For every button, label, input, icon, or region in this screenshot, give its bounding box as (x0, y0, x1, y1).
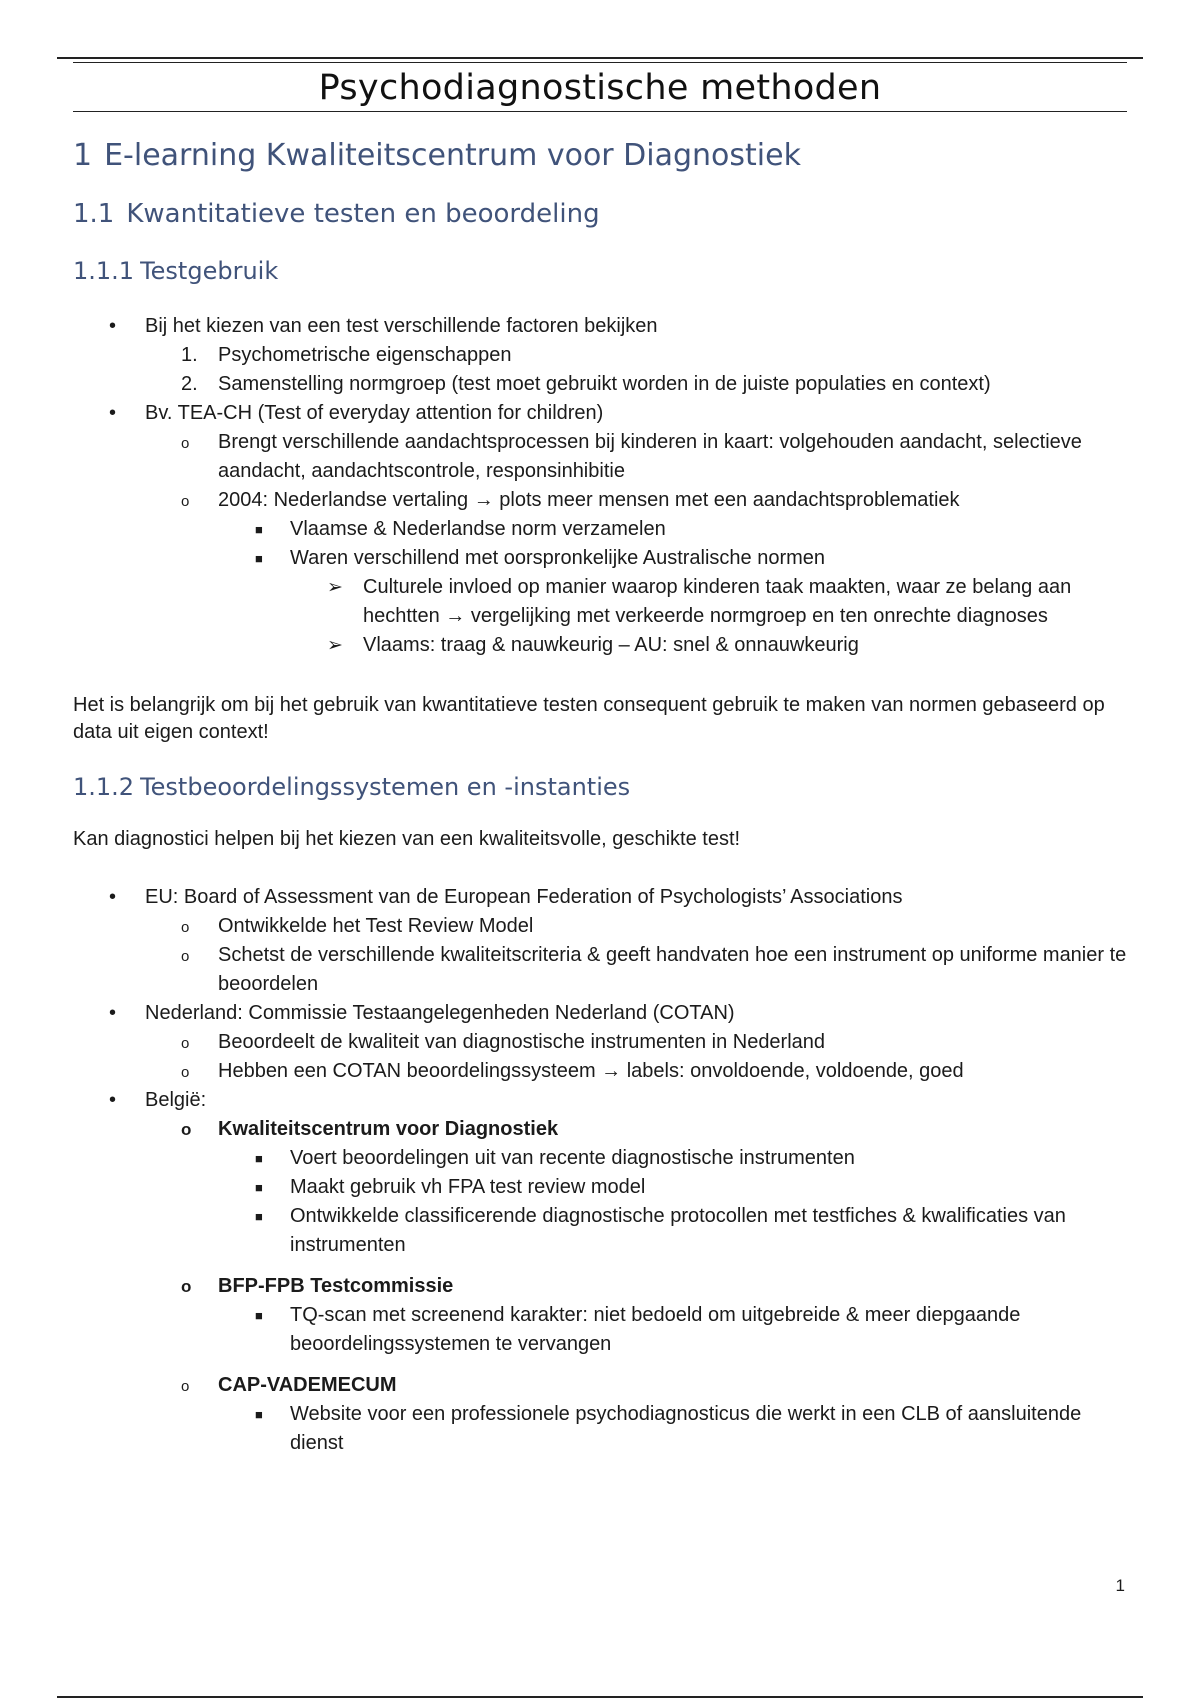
list-item-text: EU: Board of Assessment van de European Federation of Psychologists’ Associations (145, 886, 903, 908)
square-bullet-icon: ■ (255, 1180, 263, 1195)
list-item (73, 1202, 1127, 1260)
list-item (73, 999, 1127, 1028)
list-item-text: Voert beoordelingen uit van recente diagnostische instrumenten (290, 1147, 855, 1169)
list-item-text: Psychometrische eigenschappen (218, 344, 512, 366)
heading-1-1-2-number: 1.1.2 (73, 773, 135, 801)
circle-bullet-icon: o (181, 1378, 190, 1395)
circle-bullet-icon: o (181, 1064, 190, 1081)
list-item-text: Hebben een COTAN beoordelingssysteem → labels: onvoldoende, voldoende, goed (218, 1060, 964, 1082)
bfp-list (73, 1272, 1127, 1359)
heading-1-1-2-text: Testbeoordelingssystemen en -instanties (140, 773, 631, 801)
list-item-text: Culturele invloed op manier waarop kinderen taak maakten, waar ze belang aan hechtten → vergelijking met verkeerde normgroep en ten onrechte diagnoses (363, 576, 1072, 627)
list-item (73, 1144, 1127, 1173)
conclusion-paragraph: Het is belangrijk om bij het gebruik van kwantitatieve testen consequent gebruik te maken van normen gebaseerd op data uit eigen context! (73, 694, 1105, 743)
list-item-text: BFP-FPB Testcommissie (218, 1275, 454, 1297)
list-item-text: 2004: Nederlandse vertaling → plots meer mensen met een aandachtsproblematiek (218, 489, 960, 511)
heading-1-1-number: 1.1 (73, 199, 115, 229)
list-item (73, 515, 1127, 544)
list-item (73, 1272, 1127, 1301)
intro-paragraph: Kan diagnostici helpen bij het kiezen van een kwaliteitsvolle, geschikte test! (73, 828, 741, 850)
square-bullet-icon: ■ (255, 1209, 263, 1224)
list-item (73, 1086, 1127, 1115)
list-item (73, 1057, 1127, 1086)
list-item (73, 912, 1127, 941)
list-item-text: Schetst de verschillende kwaliteitscriteria & geeft handvaten hoe een instrument op uniforme manier te beoordelen (218, 944, 1127, 995)
circle-bullet-icon: o (181, 919, 190, 936)
list-item-text: Samenstelling normgroep (test moet gebruikt worden in de juiste populaties en context) (218, 373, 991, 395)
list-item-text: Waren verschillend met oorspronkelijke Australische normen (290, 547, 826, 569)
list-item-text: Kwaliteitscentrum voor Diagnostiek (218, 1118, 559, 1140)
circle-bullet-icon: o (181, 1277, 192, 1296)
list-item (73, 1173, 1127, 1202)
heading-1-text: E-learning Kwaliteitscentrum voor Diagnostiek (104, 138, 801, 173)
list-item-text: Ontwikkelde classificerende diagnostische protocollen met testfiches & kwalificaties van instrumenten (290, 1205, 1066, 1256)
square-bullet-icon: ■ (255, 1308, 263, 1323)
beoordeling-list (73, 883, 1127, 1260)
list-item (73, 399, 1127, 428)
list-item (73, 883, 1127, 912)
heading-1-number: 1 (73, 138, 93, 173)
list-item-text: Website voor een professionele psychodiagnosticus die werkt in een CLB of aansluitende dienst (290, 1403, 1082, 1454)
list-item (73, 941, 1127, 999)
circle-bullet-icon: o (181, 493, 190, 510)
heading-1-1-1-number: 1.1.1 (73, 257, 135, 285)
list-item-text: Brengt verschillende aandachtsprocessen bij kinderen in kaart: volgehouden aandacht, selectieve aandacht, aandachtscontrole, responsinhibitie (218, 431, 1082, 482)
list-item (73, 1371, 1127, 1400)
list-item-text: Bv. TEA-CH (Test of everyday attention for children) (145, 402, 604, 424)
list-item-text: TQ-scan met screenend karakter: niet bedoeld om uitgebreide & meer diepgaande beoordelingssystemen te vervangen (290, 1304, 1021, 1355)
square-bullet-icon: ■ (255, 1151, 263, 1166)
bullet-icon (109, 312, 116, 341)
heading-1-1-1 (73, 256, 1127, 286)
circle-bullet-icon: o (181, 1120, 192, 1139)
list-item-text: Vlaams: traag & nauwkeurig – AU: snel & onnauwkeurig (363, 634, 859, 656)
list-item-text: Bij het kiezen van een test verschillende factoren bekijken (145, 315, 658, 337)
list-item (73, 1400, 1127, 1458)
arrowhead-bullet-icon: ➢ (327, 635, 343, 656)
square-bullet-icon: ■ (255, 522, 263, 537)
circle-bullet-icon: o (181, 1035, 190, 1052)
list-item (73, 1115, 1127, 1144)
list-number: 2. (181, 373, 198, 395)
list-item (73, 370, 1127, 399)
list-item (73, 428, 1127, 486)
list-item-text: CAP-VADEMECUM (218, 1374, 397, 1396)
list-item (73, 631, 1127, 660)
heading-1-1-text: Kwantitatieve testen en beoordeling (126, 199, 600, 229)
list-item (73, 573, 1127, 631)
bullet-icon (109, 883, 116, 912)
list-item-text: Beoordeelt de kwaliteit van diagnostische instrumenten in Nederland (218, 1031, 826, 1053)
top-rule (57, 57, 1143, 59)
list-item (73, 1301, 1127, 1359)
heading-1-1-2 (73, 772, 1127, 802)
list-item (73, 1028, 1127, 1057)
circle-bullet-icon: o (181, 435, 190, 452)
bullet-icon (109, 999, 116, 1028)
list-item-text: Maakt gebruik vh FPA test review model (290, 1176, 646, 1198)
circle-bullet-icon: o (181, 948, 190, 965)
heading-1 (73, 138, 1127, 174)
bottom-rule (57, 1696, 1143, 1698)
bullet-icon (109, 1086, 116, 1115)
square-bullet-icon: ■ (255, 1407, 263, 1422)
bullet-icon (109, 399, 116, 428)
list-item (73, 341, 1127, 370)
cap-list (73, 1371, 1127, 1458)
list-number: 1. (181, 344, 198, 366)
document-page (73, 62, 1127, 1458)
list-item (73, 544, 1127, 573)
heading-1-1 (73, 198, 1127, 230)
arrowhead-bullet-icon: ➢ (327, 577, 343, 598)
list-item-text: Ontwikkelde het Test Review Model (218, 915, 534, 937)
heading-1-1-1-text: Testgebruik (140, 257, 279, 285)
square-bullet-icon: ■ (255, 551, 263, 566)
list-item-text: België: (145, 1089, 207, 1111)
testgebruik-list (73, 312, 1127, 660)
list-item-text: Nederland: Commissie Testaangelegenheden Nederland (COTAN) (145, 1002, 735, 1024)
document-title: Psychodiagnostische methoden (318, 68, 882, 108)
title-block (73, 62, 1127, 112)
page-number: 1 (1115, 1576, 1125, 1595)
list-item (73, 312, 1127, 341)
list-item (73, 486, 1127, 515)
list-item-text: Vlaamse & Nederlandse norm verzamelen (290, 518, 666, 540)
